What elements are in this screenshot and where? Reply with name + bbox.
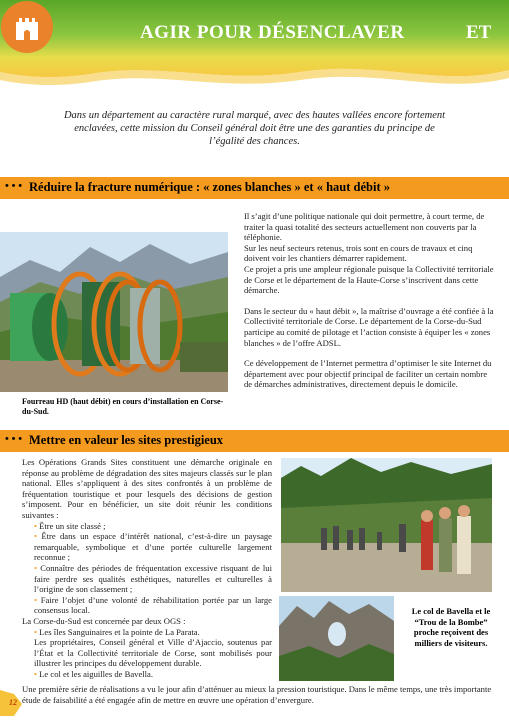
- section-title-digital: Réduire la fracture numérique : « zones blanches » et « haut débit »: [29, 180, 390, 194]
- section-bar-sites: [0, 430, 509, 452]
- paragraph: Les propriétaires, Conseil général et Ville d’Ajaccio, soutenus par l’État et la Collectivité territoriale de Corse, sont mobilisés pour illustrer les principes du développement durable.: [34, 637, 272, 669]
- page-title-continuation: ET: [466, 22, 492, 43]
- paragraph: Il s’agit d’une politique nationale qui doit permettre, à court terme, de traiter la quasi totalité des secteurs actuellement non couverts par la téléphonie. Sur les neuf secteurs retenus, trois sont en cours de travaux et cinq doivent voir les chantiers démarrer rapidement. Ce projet a pris une ampleur régionale puisque la Collectivité territoriale de Corse et le département de la Haute-Corse s’inscrivent dans cette démarche.: [244, 211, 494, 296]
- trou-de-la-bombe-photo: [279, 596, 394, 681]
- page-number: 12: [9, 698, 17, 707]
- list-item: • Les îles Sanguinaires et la pointe de La Parata.: [34, 626, 200, 637]
- section-title-sites: Mettre en valeur les sites prestigieux: [29, 433, 224, 447]
- section-bar-digital: [0, 177, 509, 199]
- header-wave-background: [0, 0, 509, 95]
- page-title: AGIR POUR DÉSENCLAVER: [140, 22, 405, 43]
- section1-body: [244, 211, 496, 400]
- paragraph: La Corse-du-Sud est concernée par deux OGS :: [22, 615, 186, 626]
- page-number-badge: [0, 690, 24, 716]
- photo-caption-cables: Fourreau HD (haut débit) en cours d’installation en Corse-du-Sud.: [22, 397, 224, 416]
- page-header: [0, 0, 509, 95]
- cable-reels-photo: [0, 232, 228, 392]
- list-item: • Être un site classé ;: [34, 520, 106, 531]
- paragraph: Dans le secteur du « haut débit », la maîtrise d’ouvrage a été confiée à la Collectivité territoriale de Corse. Le département de la Corse-du-Sud participe au comité de pilotage et l’action consiste à équiper les « zones blanches » de l’offre ADSL.: [244, 305, 494, 348]
- section-bullets: • • •: [5, 180, 23, 192]
- list-item: • Faire l’objet d’une volonté de réhabilitation portée par un large consensus local.: [34, 594, 272, 616]
- paragraph: Les Opérations Grands Sites constituent une démarche originale en réponse au problème de dégradation des sites majeurs classés sur le plan national. Elles s’appliquent à des sites confrontés à un problème de fréquentation touristique et pour lesquels des décisions de gestion s’imposent. Pour en bénéficier, un site doit réunir les conditions suivantes :: [22, 457, 272, 520]
- bavella-visitors-photo: [281, 458, 492, 592]
- photo-caption-bavella: Le col de Bavella et le “Trou de la Bombe” proche reçoivent des milliers de visiteurs.: [411, 606, 491, 648]
- list-item: • Connaître des périodes de fréquentation excessive risquant de lui faire perdre ses qualités esthétiques, naturelles et culturelles à l’origine de son classement ;: [34, 562, 272, 595]
- list-item: • Le col et les aiguilles de Bavella.: [34, 668, 153, 679]
- section2-body: [22, 457, 272, 679]
- intro-text: Dans un département au caractère rural marqué, avec des hautes vallées encore fortement enclavées, cette mission du Conseil général doit être une des garanties du principe de l’égalité des chances.: [63, 110, 446, 147]
- tower-logo-icon: [0, 0, 54, 54]
- section-bullets: • • •: [5, 433, 23, 445]
- list-item: • Être dans un espace d’intérêt national, c’est-à-dire un paysage remarquable, symbolique et d’une portée culturelle largement reconnue ;: [34, 531, 272, 563]
- closing-paragraph: Une première série de réalisations a vu le jour afin d’atténuer au mieux la pression touristique. Dans le même temps, une très importante étude de faisabilité a été engagée afin de mettre en œuvre une opération d’envergure.: [22, 684, 492, 705]
- paragraph: Ce développement de l’Internet permettra d’optimiser le site Internet du département avec pour objectif principal de faciliter un certain nombre de démarches administratives, directement depuis le domicile.: [244, 358, 492, 390]
